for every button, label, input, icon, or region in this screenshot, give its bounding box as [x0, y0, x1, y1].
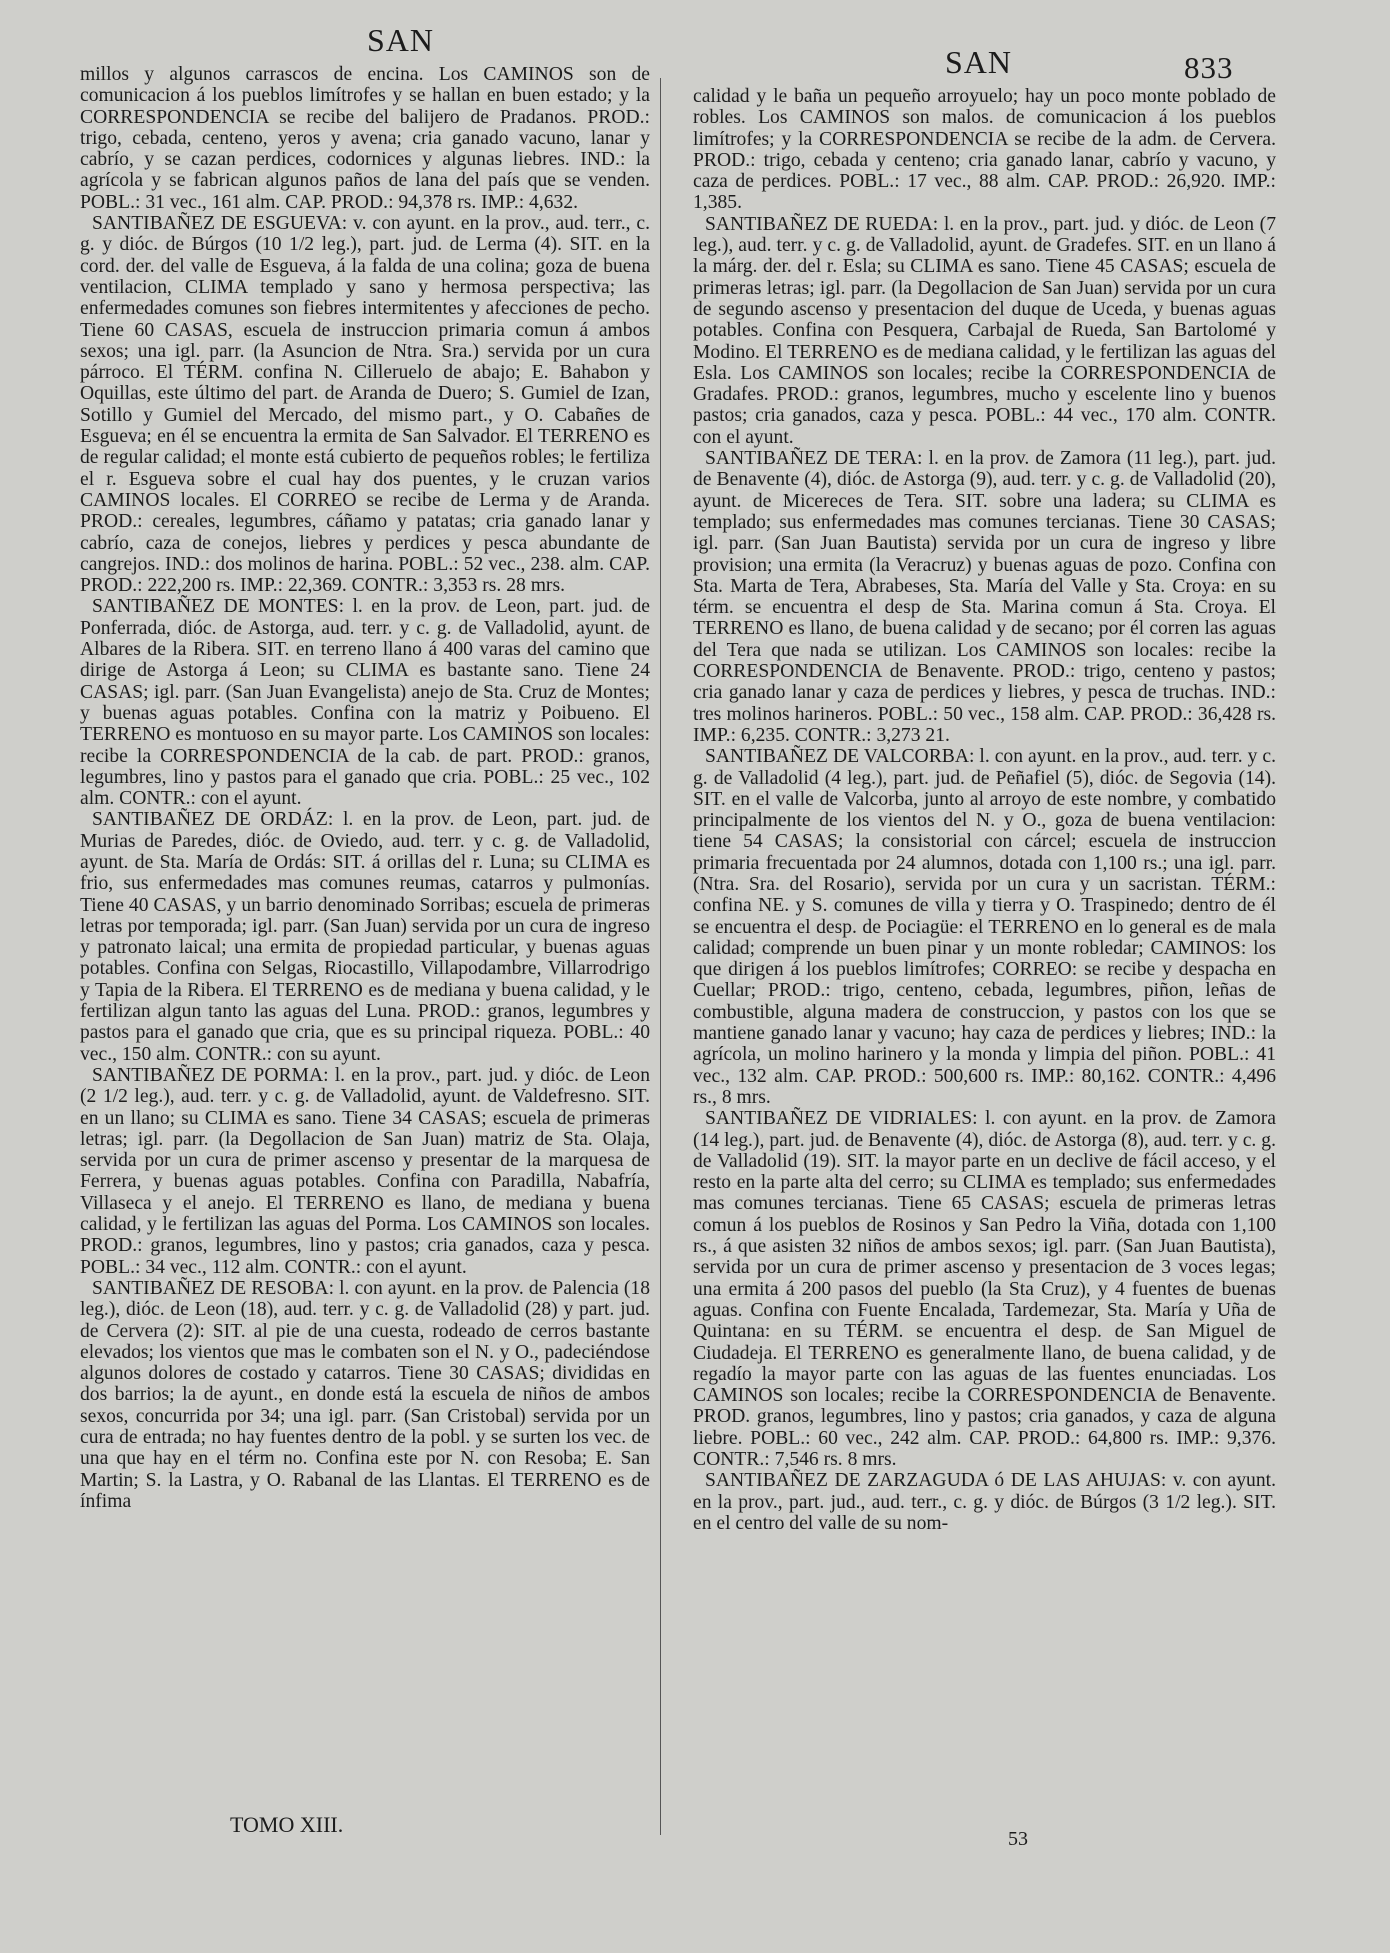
paragraph: calidad y le baña un pequeño arroyuelo; hay un poco monte poblado de robles. Los CAMINOS son malos. de comunicacion á los pueblos limítrofes; y la CORRESPONDENCIA se recibe de la adm. de Cervera. PROD.: trigo, cebada y centeno; cria ganado lanar, cabrío y vacuno, y caza de perdices. POBL.: 17 vec., 88 alm. CAP. PROD.: 26,920. IMP.: 1,385. — [693, 86, 1276, 214]
entry-porma: SANTIBAÑEZ DE PORMA: l. en la prov., part. jud. y dióc. de Leon (2 1/2 leg.), aud. terr. y c. g. de Valladolid, ayunt. de Valdefresno. SIT. en un llano; su CLIMA es sano. Tiene 34 CASAS; escuela de primeras letras; igl. parr. (la Degollacion de San Juan) matriz de Sta. Olaja, servida por un cura de primer ascenso y presentar de la marquesa de Ferrera, y buenas aguas potables. Confina con Paradilla, Nabafría, Villaseca y el anejo. El TERRENO es llano, de mediana y buena calidad, y le fertilizan las aguas del Porma. Los CAMINOS son locales. PROD.: granos, legumbres, lino y pastos; cria ganados, caza y pesca. POBL.: 34 vec., 112 alm. CONTR.: con el ayunt. — [80, 1064, 650, 1278]
left-column — [80, 64, 650, 1824]
right-column — [693, 86, 1276, 1846]
entry-tera: SANTIBAÑEZ DE TERA: l. en la prov. de Zamora (11 leg.), part. jud. de Benavente (4), dióc. de Astorga (9), aud. terr. y c. g. de Valladolid (20), ayunt. de Micereces de Tera. SIT. sobre una ladera; su CLIMA es templado; sus enfermedades mas comunes tercianas. Tiene 30 CASAS; igl. parr. (San Juan Bautista) servida por un cura de ingreso y libre provision; una ermita (la Veracruz) y buenas aguas de pozo. Confina con Sta. Marta de Tera, Abrabeses, Sta. María del Valle y Sta. Croya: en su térm. se encuentra el desp de Sta. Marina comun á Sta. Croya. El TERRENO es llano, de buena calidad y de secano; por él corren las aguas del Tera que nada se utilizan. Los CAMINOS son locales: recibe la CORRESPONDENCIA de Benavente. PROD.: trigo, centeno y pastos; cria ganado lanar y caza de perdices y liebres, y pesca de truchas. IND.: tres molinos harineros. POBL.: 50 vec., 158 alm. CAP. PROD.: 36,428 rs. IMP.: 6,235. CONTR.: 3,273 21. — [693, 448, 1276, 746]
page-number: 833 — [1184, 50, 1234, 85]
entry-rueda: SANTIBAÑEZ DE RUEDA: l. en la prov., part. jud. y dióc. de Leon (7 leg.), aud. terr. y c. g. de Valladolid, ayunt. de Gradefes. SIT. en un llano á la márg. der. del r. Esla; su CLIMA es sano. Tiene 45 CASAS; escuela de primeras letras; igl. parr. (la Degollacion de San Juan) servida por un cura de segundo ascenso y presentacion del duque de Uceda, y buenas aguas potables. Confina con Pesquera, Carbajal de Rueda, San Bartolomé y Modino. El TERRENO es de mediana calidad, y le fertilizan las aguas del Esla. Los CAMINOS son locales; recibe la CORRESPONDENCIA de Gradafes. PROD.: granos, legumbres, mucho y escelente lino y buenos pastos; cria ganados, caza y pesca. POBL.: 44 vec., 170 alm. CONTR. con el ayunt. — [693, 213, 1276, 448]
running-head-right: SAN — [945, 44, 1013, 80]
volume-label: TOMO XIII. — [230, 1812, 344, 1837]
entry-montes: SANTIBAÑEZ DE MONTES: l. en la prov. de Leon, part. jud. de Ponferrada, dióc. de Astorga, aud. terr. y c. g. de Valladolid, ayunt. de Albares de la Ribera. SIT. en terreno llano á 400 varas del camino que dirige de Astorga á Leon; su CLIMA es bastante sano. Tiene 24 CASAS; igl. parr. (San Juan Evangelista) anejo de Sta. Cruz de Montes; y buenas aguas potables. Confina con la matriz y Poibueno. El TERRENO es montuoso en su mayor parte. Los CAMINOS son locales: recibe la CORRESPONDENCIA de la cab. de part. PROD.: granos, legumbres, lino y pastos para el ganado que cria. POBL.: 25 vec., 102 alm. CONTR.: con el ayunt. — [80, 596, 650, 810]
paragraph: millos y algunos carrascos de encina. Los CAMINOS son de comunicacion á los pueblos limítrofes y se hallan en buen estado; y la CORRESPONDENCIA se recibe del balijero de Pradanos. PROD.: trigo, cebada, centeno, yeros y avena; cria ganado vacuno, lanar y cabrío, y se cazan perdices, codornices y algunas liebres. IND.: la agrícola y se fabrican algunos paños de lana del país que se venden. POBL.: 31 vec., 161 alm. CAP. PROD.: 94,378 rs. IMP.: 4,632. — [80, 64, 650, 213]
entry-valcorba: SANTIBAÑEZ DE VALCORBA: l. con ayunt. en la prov., aud. terr. y c. g. de Valladolid (4 leg.), part. jud. de Peñafiel (5), dióc. de Segovia (14). SIT. en el valle de Valcorba, junto al arroyo de este nombre, y combatido principalmente de los vientos del N. y O., goza de buena ventilacion: tiene 54 CASAS; la consistorial con cárcel; escuela de instruccion primaria frecuentada por 24 alumnos, dotada con 1,100 rs.; una igl. parr. (Ntra. Sra. del Rosario), servida por un cura y un sacristan. TÉRM.: confina NE. y S. comunes de villa y tierra y O. Traspinedo; dentro de él se encuentra el desp. de Pociagüe: el TERRENO en lo general es de mala calidad; comprende un buen pinar y un monte robledar; CAMINOS: los que dirigen á los pueblos limítrofes; CORREO: se recibe y despacha en Cuellar; PROD.: trigo, centeno, cebada, legumbres, piñon, leñas de combustible, alguna madera de construccion, y pastos con los que se mantiene ganado lanar y vacuno; hay caza de perdices y liebres; IND.: la agrícola, un molino harinero y la monda y limpia del piñon. POBL.: 41 vec., 132 alm. CAP. PROD.: 500,600 rs. IMP.: 80,162. CONTR.: 4,496 rs., 8 mrs. — [693, 746, 1276, 1108]
entry-ordaz: SANTIBAÑEZ DE ORDÁZ: l. en la prov. de Leon, part. jud. de Murias de Paredes, dióc. de Oviedo, aud. terr. y c. g. de Valladolid, ayunt. de Sta. María de Ordás: SIT. á orillas del r. Luna; su CLIMA es frio, sus enfermedades mas comunes reumas, catarros y pulmonías. Tiene 40 CASAS, y un barrio denominado Sorribas; escuela de primeras letras por temporada; igl. parr. (San Juan) servida por un cura de ingreso y patronato laical; una ermita de propiedad particular, y buenas aguas potables. Confina con Selgas, Riocastillo, Villapodambre, Villarrodrigo y Tapia de la Ribera. El TERRENO es de mediana y buena calidad, y le fertilizan algun tanto las aguas del Luna. PROD.: granos, legumbres y pastos para el ganado que cria, que es su principal riqueza. POBL.: 40 vec., 150 alm. CONTR.: con su ayunt. — [80, 809, 650, 1065]
entry-resoba: SANTIBAÑEZ DE RESOBA: l. con ayunt. en la prov. de Palencia (18 leg.), dióc. de Leon (18), aud. terr. y c. g. de Valladolid (28) y part. jud. de Cervera (2): SIT. al pie de una cuesta, rodeado de cerros bastante elevados; los vientos que mas le combaten son el N. y O., padeciéndose algunos dolores de costado y catarros. Tiene 30 CASAS; divididas en dos barrios; la de ayunt., en donde está la escuela de niños de ambos sexos, concurrida por 34; una igl. parr. (San Cristobal) servida por un cura de entrada; no hay fuentes dentro de la pobl. y se surten los vec. de una que hay en el térm no. Confina este por N. con Resoba; E. San Martin; S. la Lastra, y O. Rabanal de las Llantas. El TERRENO es de ínfima — [80, 1277, 650, 1512]
column-divider — [660, 78, 661, 1835]
entry-zarzaguda: SANTIBAÑEZ DE ZARZAGUDA ó DE LAS AHUJAS: v. con ayunt. en la prov., part. jud., aud. terr., c. g. y dióc. de Búrgos (3 1/2 leg.). SIT. en el centro del valle de su nom- — [693, 1470, 1276, 1534]
entry-esgueva: SANTIBAÑEZ DE ESGUEVA: v. con ayunt. en la prov., aud. terr., c. g. y dióc. de Búrgos (10 1/2 leg.), part. jud. de Lerma (4). SIT. en la cord. der. del valle de Esgueva, á la falda de una colina; goza de buena ventilacion, CLIMA templado y sano y hermosa perspectiva; las enfermedades comunes son fiebres intermitentes y afecciones de pecho. Tiene 60 CASAS, escuela de instruccion primaria comun á ambos sexos; una igl. parr. (la Asuncion de Ntra. Sra.) servida por un cura párroco. El TÉRM. confina N. Cilleruelo de abajo; E. Bahabon y Oquillas, este último del part. de Aranda de Duero; S. Gumiel de Izan, Sotillo y Gumiel del Mercado, del mismo part., y O. Cabañes de Esgueva; en él se encuentra la ermita de San Salvador. El TERRENO es de regular calidad; el monte está cubierto de pequeños robles; le fertiliza el r. Esgueva sobre el cual hay dos puentes, y le cruzan varios CAMINOS locales. El CORREO se recibe de Lerma y de Aranda. PROD.: cereales, legumbres, cáñamo y patatas; cria ganado lanar y cabrío, caza de conejos, liebres y perdices y pesca abundante de cangrejos. IND.: dos molinos de harina. POBL.: 52 vec., 238. alm. CAP. PROD.: 222,200 rs. IMP.: 22,369. CONTR.: 3,353 rs. 28 mrs. — [80, 213, 650, 597]
entry-vidriales: SANTIBAÑEZ DE VIDRIALES: l. con ayunt. en la prov. de Zamora (14 leg.), part. jud. de Benavente (4), dióc. de Astorga (8), aud. terr. y c. g. de Valladolid (19). SIT. la mayor parte en un declive de fácil acceso, y el resto en la parte alta del cerro; su CLIMA es templado; sus enfermedades mas comunes tercianas. Tiene 65 CASAS; escuela de primeras letras comun á los pueblos de Rosinos y San Pedro la Viña, dotada con 1,100 rs., á que asisten 32 niños de ambos sexos; igl. parr. (San Juan Bautista), servida por un cura de primer ascenso y presentacion de 3 voces legas; una ermita á 200 pasos del pueblo (la Sta Cruz), y 4 fuentes de buenas aguas. Confina con Fuente Encalada, Tardemezar, Sta. María y Uña de Quintana: en su TÉRM. se encuentra el desp. de San Miguel de Ciudadeja. El TERRENO es generalmente llano, de buena calidad, y de regadío la mayor parte con las aguas de las fuentes enunciadas. Los CAMINOS son locales; recibe la CORRESPONDENCIA de Benavente. PROD. granos, legumbres, lino y pastos; cria ganados, y caza de alguna liebre. POBL.: 60 vec., 242 alm. CAP. PROD.: 64,800 rs. IMP.: 9,376. CONTR.: 7,546 rs. 8 mrs. — [693, 1108, 1276, 1470]
running-head-left: SAN — [367, 22, 435, 58]
signature-mark: 53 — [1008, 1828, 1028, 1850]
